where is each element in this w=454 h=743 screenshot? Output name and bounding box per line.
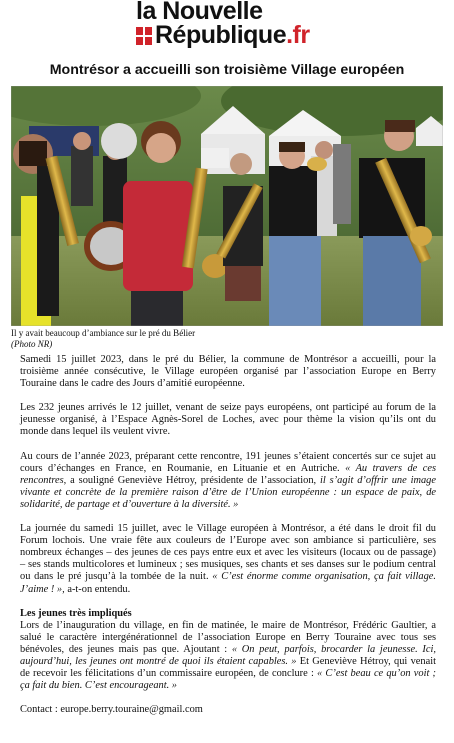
contact-line[interactable]: Contact : europe.berry.touraine@gmail.com: [20, 704, 203, 716]
paragraph-1: Samedi 15 juillet 2023, dans le pré du Bélier, la commune de Montrésor a accueilli, pour la troisième année consécutive, le Village européen organisé par l’association Europe en Berry Touraine dans le cadre des Jours d’amitié européenne.: [20, 354, 436, 390]
article-photo: [11, 86, 443, 326]
p4-end: a-t-on entendu.: [67, 583, 131, 595]
nr-logo-icon: [136, 27, 152, 45]
masthead-logo[interactable]: [136, 0, 336, 48]
p5-mid: Et Geneviève Hétroy, qui venait de recevoir les félicitations d’un commissaire européen, de conclure :: [20, 655, 436, 680]
masthead-line-2: [136, 21, 310, 50]
paragraph-5: [20, 620, 436, 693]
subheading: Les jeunes très impliqués: [20, 607, 132, 619]
p4-quote: « C’est énorme comme organisation, ça fait village. J’aime ! »,: [20, 571, 436, 595]
p5-quote-2: « C’est beau ce qu’on voit ; ça fait du bien. C’est encourageant. »: [20, 668, 437, 692]
masthead-title: République: [155, 21, 287, 49]
article-body: [20, 354, 436, 728]
p3-quote-2: il s’agit d’offrir une image vivante et concrète de la première raison d’être de l’Union européenne : un espace de paix, de solidarité, de partage et d’ouverture à la diversité. »: [20, 474, 436, 510]
paragraph-4: [20, 523, 436, 596]
article-headline: Montrésor a accueilli son troisième Village européen: [49, 62, 405, 78]
caption-text: Il y avait beaucoup d’ambiance sur le pré du Bélier: [11, 328, 196, 338]
masthead-line-1: la Nouvelle: [136, 0, 263, 25]
paragraph-2: Les 232 jeunes arrivés le 12 juillet, venant de seize pays européens, ont participé au forum de la jeunesse organisé, à l’Espace Agnès-Sorel de Loches, avec pour thème la vision qu’ils ont du monde dans lequel ils veulent vivre.: [20, 402, 436, 438]
paragraph-3: [20, 451, 436, 511]
p4-text: La journée du samedi 15 juillet, avec le Village européen à Montrésor, a été dans le droit fil du Forum lochois. Une vraie fête aux couleurs de l’Europe avec son ambiance si particulière, ses nombreux échanges – des jeunes de ces pays entre eux et avec les visiteurs (locaux ou de passage) – ses stands multicolores et lumineux ; ses musiques, ses chants et ses danses sur le podium central ou dans le pré jusqu’à la tombée de la nuit.: [20, 523, 436, 583]
photo-caption: [11, 328, 195, 350]
p3-quote-1: « Au travers de ces rencontres,: [20, 462, 436, 486]
p5-text: Lors de l’inauguration du village, en fin de matinée, le maire de Montrésor, Frédéric Gaultier, a salué le caractère intergénérationnel de l’association Europe en Berry Touraine avec tous ses bénévoles, des jeunes mais pas que. Ajoutant :: [20, 619, 436, 655]
masthead-domain: .fr: [286, 21, 310, 49]
photo-credit: (Photo NR): [11, 339, 53, 349]
p5-quote-1: « On peut, parfois, brocarder la jeunesse. Ici, aujourd’hui, les jeunes ont montré de quoi ils étaient capables. »: [20, 643, 436, 667]
p3-attribution: a souligné Geneviève Hétroy, présidente de l’association,: [70, 474, 317, 486]
p3-text: Au cours de l’année 2023, préparant cette rencontre, 191 jeunes s’étaient concertés sur ce sujet au cours d’échanges en France, en Roumanie, en Lituanie et en Autriche.: [20, 450, 436, 474]
